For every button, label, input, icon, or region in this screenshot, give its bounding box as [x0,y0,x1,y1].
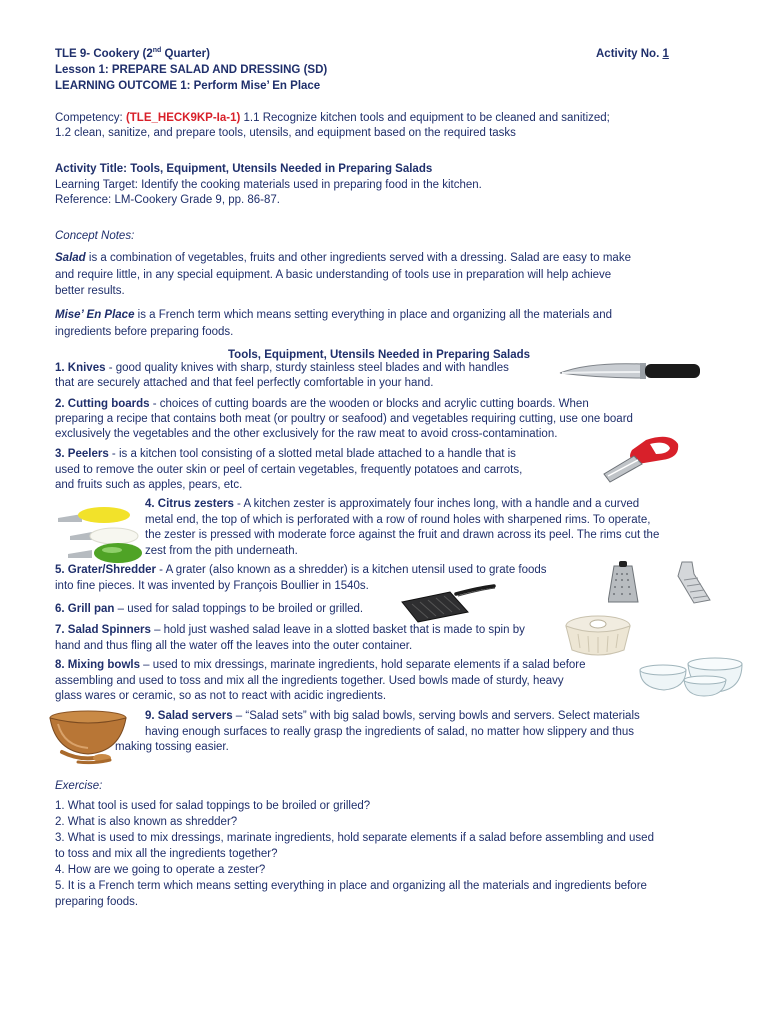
tool-grill-pan: 6. Grill pan – used for salad toppings to be broiled or grilled. [55,603,364,615]
activity-number: Activity No. 1 [596,48,669,60]
question-5a: 5. It is a French term which means setting everything in place and organizing all the materials and ingredients before [55,880,647,892]
question-3b: to toss and mix all the ingredients together? [55,848,278,860]
tools-heading: Tools, Equipment, Utensils Needed in Preparing Salads [228,349,531,361]
competency-line1: Competency: (TLE_HECK9KP-Ia-1) 1.1 Recognize kitchen tools and equipment to be cleaned and sanitized; [55,112,610,124]
salad-definition: Salad is a combination of vegetables, fruits and other ingredients served with a dressing. Salad are easy to make and require little, in any special equipment. A basic understanding of tools use in preparation will help achieve better results. [55,252,631,297]
course-title: TLE 9- Cookery (2nd Quarter) [55,47,210,60]
knife-image [558,358,702,384]
mixing-bowls-image [638,654,744,698]
grill-pan-image [398,584,498,624]
reference: Reference: LM-Cookery Grade 9, pp. 86-87. [55,194,281,206]
peeler-image [598,430,682,486]
salad-spinner-image [562,612,634,658]
mise-en-place-definition: Mise’ En Place is a French term which means setting everything in place and organizing all the materials and ingredients before preparing foods. [55,309,612,338]
grater-image [608,560,716,604]
tool-salad-servers: 9. Salad servers – “Salad sets” with big salad bowls, serving bowls and servers. Select materials having enough surfaces to really grasp the ingredients of salad, no matter how slippery and thus making tossing easier. [115,710,640,753]
tool-cutting-boards: 2. Cutting boards - choices of cutting boards are the wooden or blocks and acrylic cutting boards. When preparing a recipe that contains both meat (or poultry or seafood) and vegetables requiring cutting, use one board exclusively the vegetables and the other exclusively for the raw meat to avoid cross-contamination. [55,398,633,440]
question-4: 4. How are we going to operate a zester? [55,864,266,876]
question-5b: preparing foods. [55,896,139,908]
learning-target: Learning Target: Identify the cooking materials used in preparing food in the kitchen. [55,179,482,191]
activity-title: Activity Title: Tools, Equipment, Utensils Needed in Preparing Salads [55,163,433,175]
salad-servers-image [48,708,130,766]
exercise-questions [55,798,654,910]
tool-grater: 5. Grater/Shredder - A grater (also known as a shredder) is a kitchen utensil used to grate foods into fine pieces. It was invented by François Boullier in 1540s. [55,564,547,592]
tool-citrus-zesters: 4. Citrus zesters - A kitchen zester is approximately four inches long, with a handle and a curved metal end, the top of which is perforated with a row of round holes with sharpened rims. To operate, the zester is pressed with moderate force against the fruit and drawn across its peel. The rims cut the zest from the pith underneath. [145,498,660,557]
question-3a: 3. What is used to mix dressings, marinate ingredients, hold separate elements if a salad before assembling and used [55,832,654,844]
citrus-zesters-image [52,498,144,568]
tool-knives: 1. Knives - good quality knives with sharp, sturdy stainless steel blades and with handles that are securely attached and that feel perfectly comfortable in your hand. [55,362,509,389]
tool-salad-spinners: 7. Salad Spinners – hold just washed salad leave in a slotted basket that is made to spin by hand and thus fling all the water off the leaves into the outer container. [55,624,525,652]
question-1: 1. What tool is used for salad toppings to be broiled or grilled? [55,800,371,812]
tool-mixing-bowls: 8. Mixing bowls – used to mix dressings, marinate ingredients, hold separate elements if a salad before assembling and used to toss and mix all the ingredients together. Used bowls made of sturdy, heavy glass wares or ceramic, so as not to react with acidic ingredients. [55,659,586,702]
competency-line2: 1.2 clean, sanitize, and prepare tools, utensils, and equipment based on the required tasks [55,127,516,139]
question-2: 2. What is also known as shredder? [55,816,238,828]
exercise-heading: Exercise: [55,780,103,792]
concept-notes-heading: Concept Notes: [55,230,135,242]
lesson-title: Lesson 1: PREPARE SALAD AND DRESSING (SD) [55,64,328,76]
tool-peelers: 3. Peelers - is a kitchen tool consisting of a slotted metal blade attached to a handle that is used to remove the outer skin or peel of certain vegetables, frequently potatoes and carrots, and fruits such as apples, pears, etc. [55,448,523,491]
learning-outcome: LEARNING OUTCOME 1: Perform Mise’ En Place [55,80,321,92]
